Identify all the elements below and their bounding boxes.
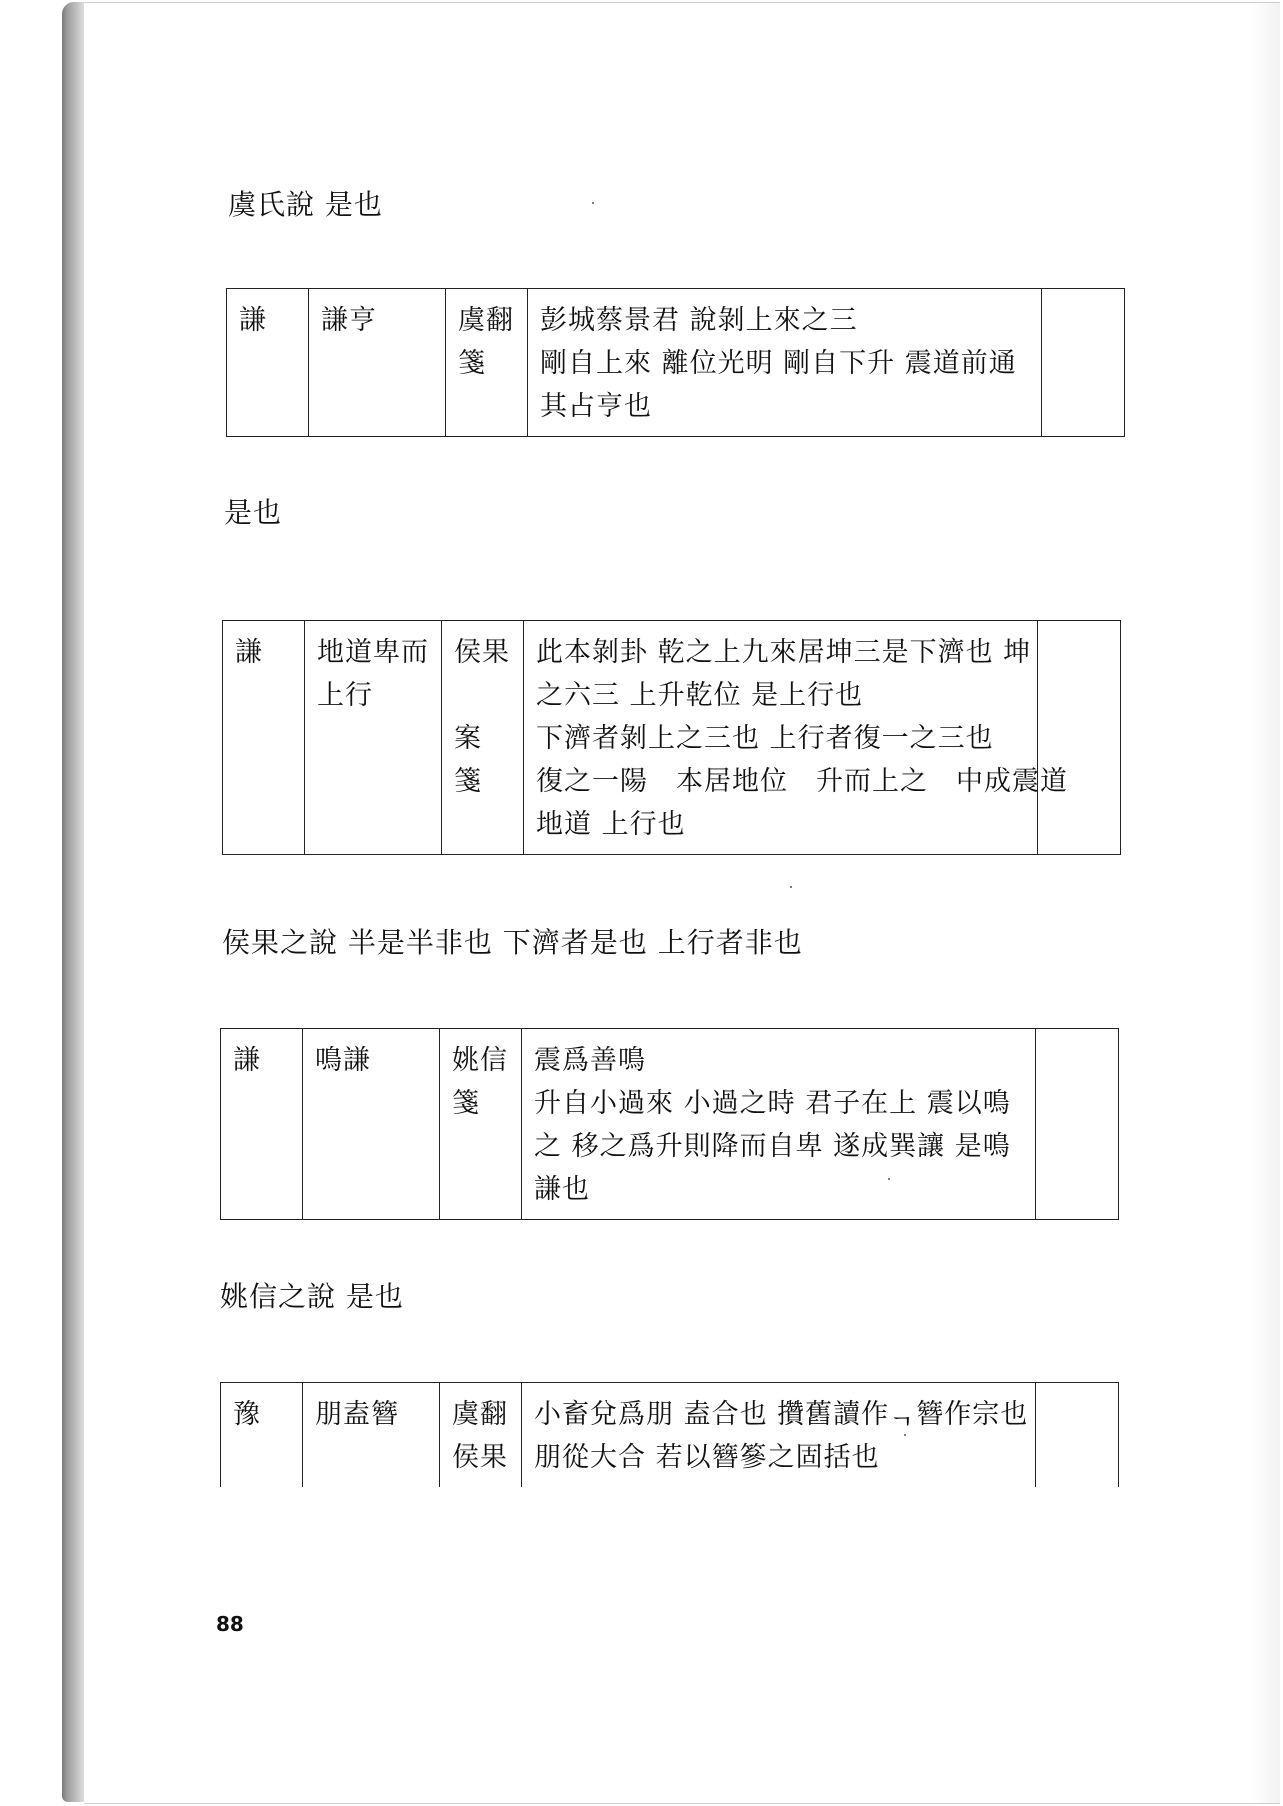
source-cell: 虞翻 箋 <box>446 289 528 437</box>
scan-speck <box>888 1178 890 1180</box>
commentary-line: 姚信之說 是也 <box>220 1280 404 1313</box>
table-row <box>221 1029 1119 1220</box>
entry-table <box>220 1028 1119 1220</box>
empty-cell <box>1042 289 1125 437</box>
entry-table <box>226 288 1125 437</box>
commentary-line: 虞氏說 是也 <box>228 188 383 221</box>
hexagram-cell: 豫 <box>221 1383 303 1488</box>
table-row <box>223 621 1121 855</box>
commentary-line: 是也 <box>224 496 283 529</box>
source-cell: 虞翻 侯果 <box>440 1383 522 1488</box>
book-page-edge <box>62 2 84 1802</box>
phrase-cell: 謙亨 <box>309 289 446 437</box>
book-page <box>84 2 1280 1804</box>
phrase-cell: 地道卑而 上行 <box>305 621 442 855</box>
entry-table <box>220 1382 1119 1487</box>
annotation-cell: 小畜兌爲朋 盍合也 攢舊讀作ᆨ簪作宗也 朋從大合 若以簪篸之固括也 <box>522 1383 1036 1488</box>
page-shadow <box>1250 3 1280 1803</box>
entry-table <box>222 620 1121 855</box>
page-number: 88 <box>216 1612 244 1636</box>
empty-cell <box>1036 1029 1119 1220</box>
table-row <box>221 1383 1119 1488</box>
commentary-line: 侯果之說 半是半非也 下濟者是也 上行者非也 <box>222 926 803 959</box>
phrase-cell: 鳴謙 <box>303 1029 440 1220</box>
scan-speck <box>790 886 792 888</box>
phrase-cell: 朋盍簪 <box>303 1383 440 1488</box>
empty-cell <box>1036 1383 1119 1488</box>
table-row <box>227 289 1125 437</box>
scan-speck <box>904 1434 906 1436</box>
annotation-cell: 震爲善鳴 升自小過來 小過之時 君子在上 震以鳴 之 移之爲升則降而自卑 遂成巽讓 是鳴 謙也 <box>522 1029 1036 1220</box>
hexagram-cell: 謙 <box>223 621 305 855</box>
empty-cell <box>1038 621 1121 855</box>
hexagram-cell: 謙 <box>227 289 309 437</box>
source-cell: 姚信 箋 <box>440 1029 522 1220</box>
annotation-cell: 此本剝卦 乾之上九來居坤三是下濟也 坤 之六三 上升乾位 是上行也 下濟者剝上之三也 上行者復一之三也 復之一陽 本居地位 升而上之 中成震道 地道 上行也 <box>524 621 1038 855</box>
annotation-cell: 彭城蔡景君 說剝上來之三 剛自上來 離位光明 剛自下升 震道前通 其占亨也 <box>528 289 1042 437</box>
source-cell: 侯果 案 箋 <box>442 621 524 855</box>
scan-speck <box>592 202 594 204</box>
hexagram-cell: 謙 <box>221 1029 303 1220</box>
